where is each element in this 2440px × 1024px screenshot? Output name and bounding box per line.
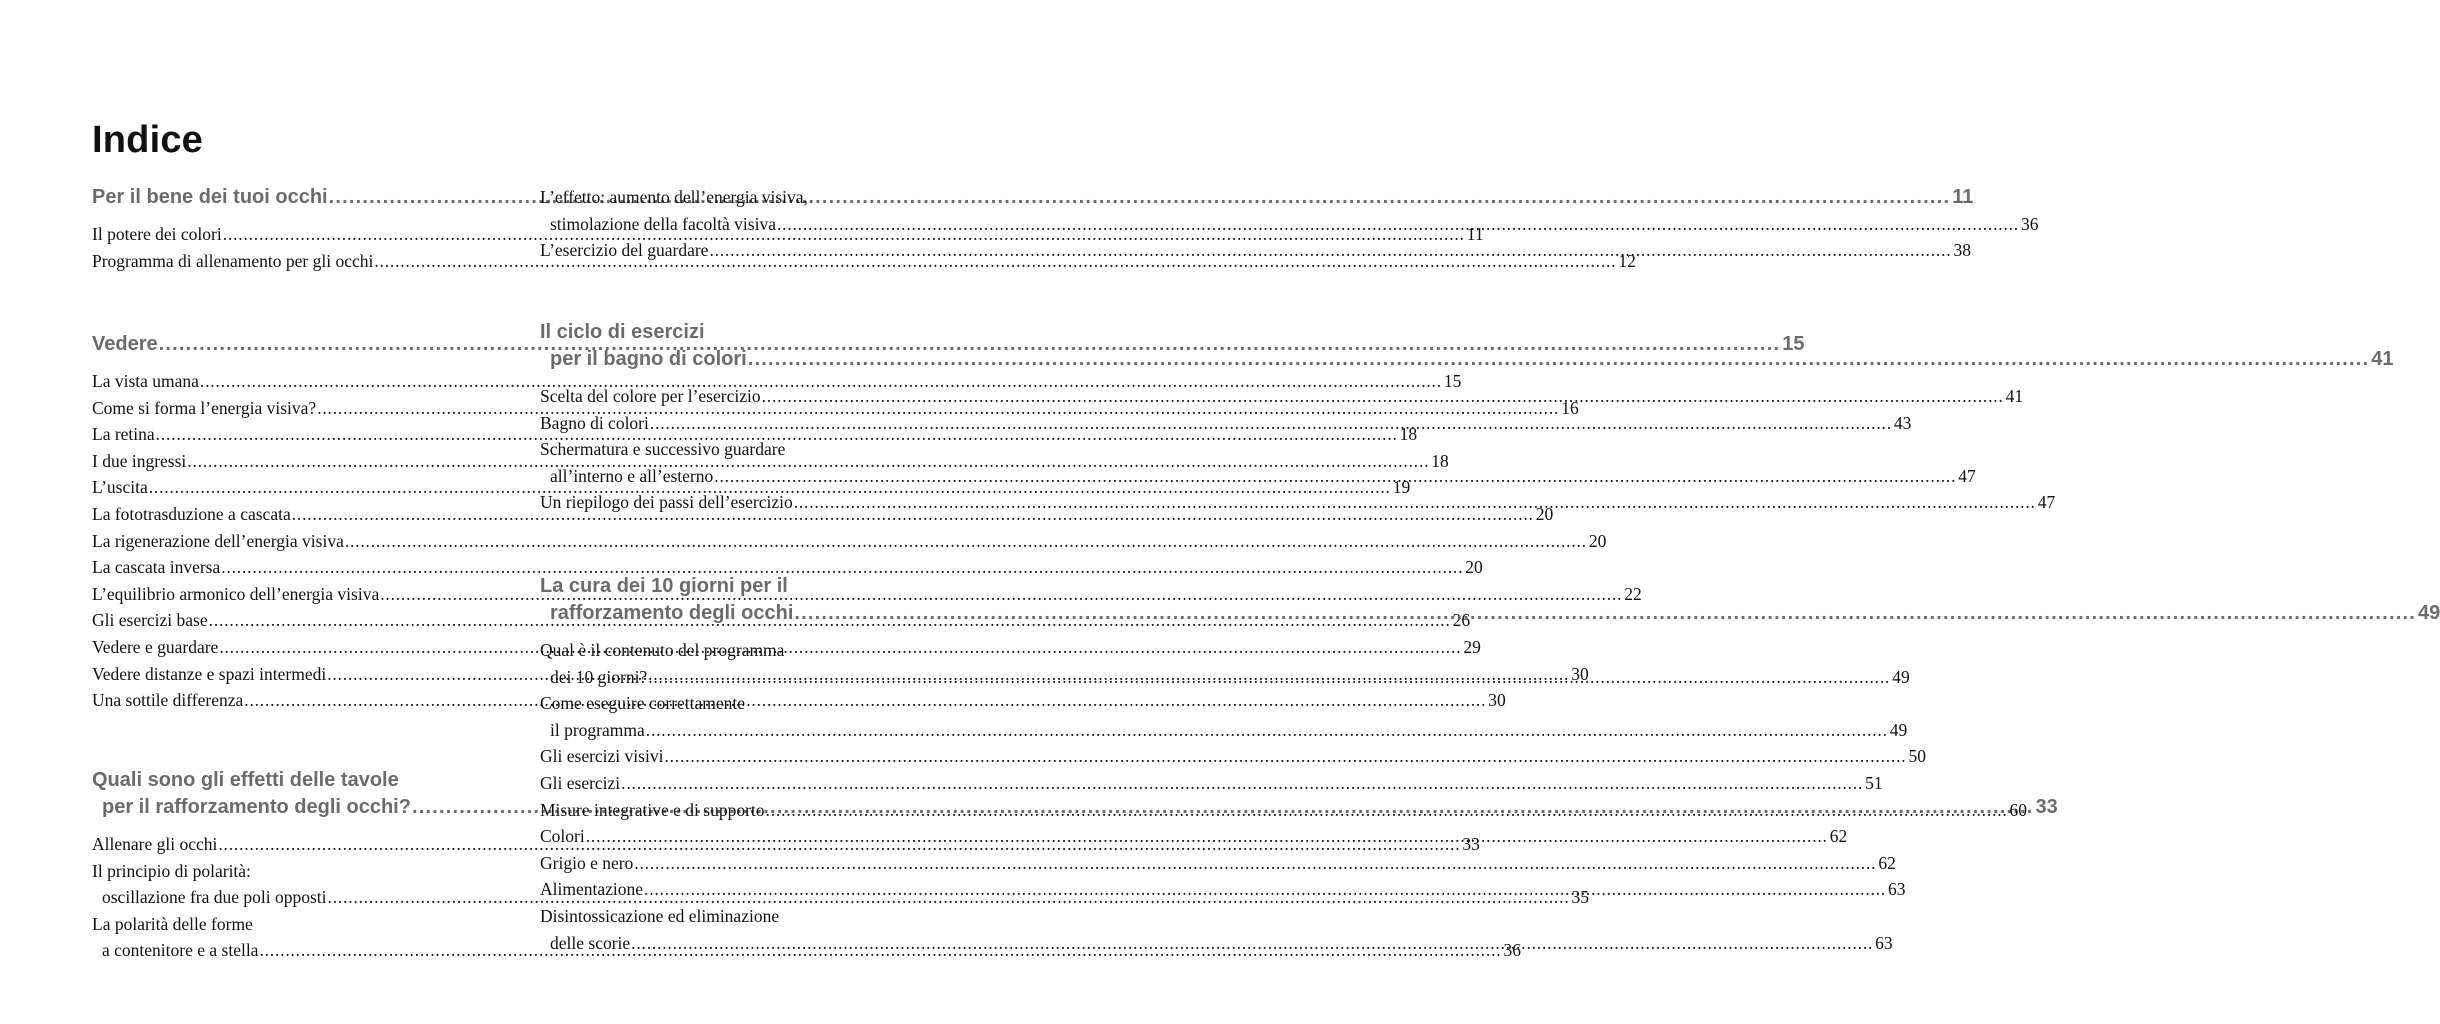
heading-text: Per il bene dei tuoi occhi: [92, 186, 328, 208]
toc-entry[interactable]: [92, 528, 1607, 555]
dot-leader: [709, 240, 1951, 260]
entry-text: La rigenerazione dell’energia visiva: [92, 530, 344, 551]
entry-text: Schermatura e successivo guardare: [540, 439, 786, 460]
entry-text: La cascata inversa: [92, 557, 221, 578]
entry-text: all’interno e all’esterno: [550, 465, 714, 486]
page-title: Indice: [92, 119, 204, 162]
entry-page-number: 36: [2020, 213, 2039, 234]
entry-page-number: 36: [1503, 940, 1521, 961]
entry-text: I due ingressi: [92, 450, 187, 471]
entry-page-number: 43: [1893, 412, 1912, 433]
entry-text: Vedere e guardare: [92, 636, 219, 657]
toc-entry[interactable]: [540, 797, 2028, 824]
dot-leader: [345, 531, 1587, 551]
heading-text: Quali sono gli effetti delle tavole: [92, 769, 399, 791]
heading-text: La cura dei 10 giorni per il: [540, 575, 788, 597]
entry-page-number: 22: [1624, 583, 1642, 604]
entry-text: Programma di allenamento per gli occhi: [92, 250, 374, 271]
entry-text: Misure integrative e di supporto: [540, 799, 765, 820]
toc-entry[interactable]: [92, 368, 1462, 395]
entry-line: [540, 436, 953, 463]
entry-text: Qual è il contenuto del programma: [540, 640, 785, 660]
entry-page-number: 60: [2009, 799, 2028, 820]
heading-text: per il rafforzamento degli occhi?: [102, 796, 411, 818]
dot-leader: [648, 667, 1890, 687]
entry-line: [92, 858, 505, 885]
entry-text: Scelta del colore per l’esercizio: [540, 386, 761, 406]
heading-page-number: 49: [2417, 602, 2440, 624]
dot-leader: [794, 602, 2416, 624]
entry-text: Bagno di colori: [540, 412, 649, 433]
entry-page-number: 62: [1829, 826, 1848, 847]
entry-line: [92, 528, 1607, 555]
entry-text: Allenare gli occhi: [92, 834, 218, 854]
entry-text: L’effetto: aumento dell’energia visiva,: [540, 187, 808, 207]
heading-page-number: 11: [1952, 186, 1974, 208]
dot-leader: [650, 413, 1892, 433]
entry-line: [540, 637, 953, 664]
entry-page-number: 18: [1399, 424, 1418, 445]
entry-page-number: 12: [1618, 250, 1636, 271]
entry-text: La polarità delle forme: [92, 913, 253, 934]
heading-line: [540, 573, 953, 600]
toc-entry[interactable]: [540, 850, 1896, 877]
entry-text: Gli esercizi base: [92, 610, 208, 631]
entry-text: il programma: [550, 719, 645, 740]
entry-text: Colori: [540, 826, 585, 847]
entry-page-number: 47: [1958, 465, 1976, 486]
dot-leader: [762, 386, 2004, 406]
entry-page-number: 29: [1463, 636, 1481, 657]
entry-page-number: 41: [2005, 386, 2024, 406]
entry-page-number: 62: [1878, 852, 1896, 873]
heading-text: Vedere: [92, 333, 158, 355]
entry-text: a contenitore e a stella: [102, 940, 259, 961]
entry-page-number: 63: [1875, 932, 1893, 953]
entry-page-number: 19: [1392, 477, 1411, 498]
entry-line: [540, 184, 953, 211]
entry-text: Come eseguire correttamente: [540, 693, 746, 714]
entry-text: Un riepilogo dei passi dell’esercizio: [540, 492, 793, 513]
entry-page-number: 35: [1571, 887, 1590, 908]
entry-text: La vista umana: [92, 371, 199, 391]
entry-page-number: 20: [1535, 503, 1554, 524]
entry-line: [540, 797, 2028, 824]
entry-line: [92, 911, 505, 938]
entry-text: L’equilibrio armonico dell’energia visiva: [92, 583, 380, 604]
entry-page-number: 30: [1488, 690, 1506, 711]
heading-line: [92, 767, 505, 794]
entry-text: Il potere dei colori: [92, 224, 222, 244]
entry-line: [92, 368, 1462, 395]
entry-text: Vedere distanze e spazi intermedi: [92, 663, 327, 684]
entry-page-number: 15: [1443, 371, 1462, 391]
dot-leader: [586, 826, 1828, 846]
entry-line: [540, 770, 1883, 797]
heading-page-number: 33: [2035, 796, 2058, 818]
entry-page-number: 20: [1588, 530, 1607, 551]
entry-page-number: 49: [1889, 719, 1908, 740]
entry-text: Il principio di polarità:: [92, 860, 251, 881]
toc-entry[interactable]: [92, 554, 1483, 581]
entry-text: L’uscita: [92, 477, 148, 498]
entry-page-number: 26: [1452, 610, 1471, 631]
entry-text: La retina: [92, 424, 155, 445]
dot-leader: [748, 348, 2370, 370]
entry-line: [540, 690, 953, 717]
dot-leader: [777, 214, 2019, 234]
entry-text: delle scorie: [550, 932, 631, 953]
entry-text: Gli esercizi: [540, 772, 621, 793]
heading-line: [540, 346, 2394, 373]
entry-line: [540, 717, 1908, 744]
entry-text: Alimentazione: [540, 879, 644, 900]
dot-leader: [634, 853, 1876, 873]
heading-text: per il bagno di colori: [550, 348, 747, 370]
entry-page-number: 30: [1571, 663, 1589, 684]
entry-page-number: 51: [1865, 772, 1883, 793]
entry-text: Gli esercizi visivi: [540, 746, 664, 767]
entry-text: stimolazione della facoltà visiva: [550, 213, 776, 234]
entry-page-number: 16: [1561, 397, 1579, 418]
dot-leader: [714, 466, 1956, 486]
heading-page-number: 15: [1782, 333, 1805, 355]
heading-page-number: 41: [2371, 348, 2394, 370]
dot-leader: [766, 800, 2008, 820]
entry-text: Come si forma l’energia visiva?: [92, 397, 317, 418]
entry-page-number: 11: [1466, 224, 1484, 244]
entry-text: Una sottile differenza: [92, 690, 244, 711]
toc-entry[interactable]: [540, 770, 1883, 797]
dot-leader: [794, 492, 2036, 512]
entry-text: L’esercizio del guardare: [540, 240, 709, 261]
entry-line: [92, 554, 1483, 581]
entry-text: dei 10 giorni?: [550, 666, 648, 687]
entry-text: Disintossicazione ed eliminazione: [540, 905, 780, 926]
heading-text: Il ciclo di esercizi: [540, 321, 705, 343]
dot-leader: [631, 933, 1873, 953]
entry-page-number: 38: [1953, 240, 1971, 261]
heading-line: [540, 319, 953, 346]
dot-leader: [621, 773, 1863, 793]
dot-leader: [644, 879, 1886, 899]
entry-line: [540, 903, 953, 930]
entry-text: La fototrasduzione a cascata: [92, 503, 291, 524]
heading-text: rafforzamento degli occhi: [550, 602, 794, 624]
entry-line: [540, 743, 1926, 770]
entry-page-number: 33: [1462, 834, 1480, 854]
entry-text: Grigio e nero: [540, 852, 634, 873]
dot-leader: [646, 720, 1888, 740]
entry-text: oscillazione fra due poli opposti: [102, 887, 327, 908]
entry-page-number: 63: [1888, 879, 1906, 900]
toc-entry[interactable]: [540, 743, 1926, 770]
dot-leader: [664, 746, 1906, 766]
entry-line: [540, 850, 1896, 877]
entry-page-number: 18: [1431, 450, 1449, 471]
entry-page-number: 49: [1892, 666, 1910, 687]
entry-page-number: 20: [1465, 557, 1483, 578]
entry-page-number: 50: [1908, 746, 1926, 767]
entry-page-number: 47: [2037, 492, 2056, 513]
